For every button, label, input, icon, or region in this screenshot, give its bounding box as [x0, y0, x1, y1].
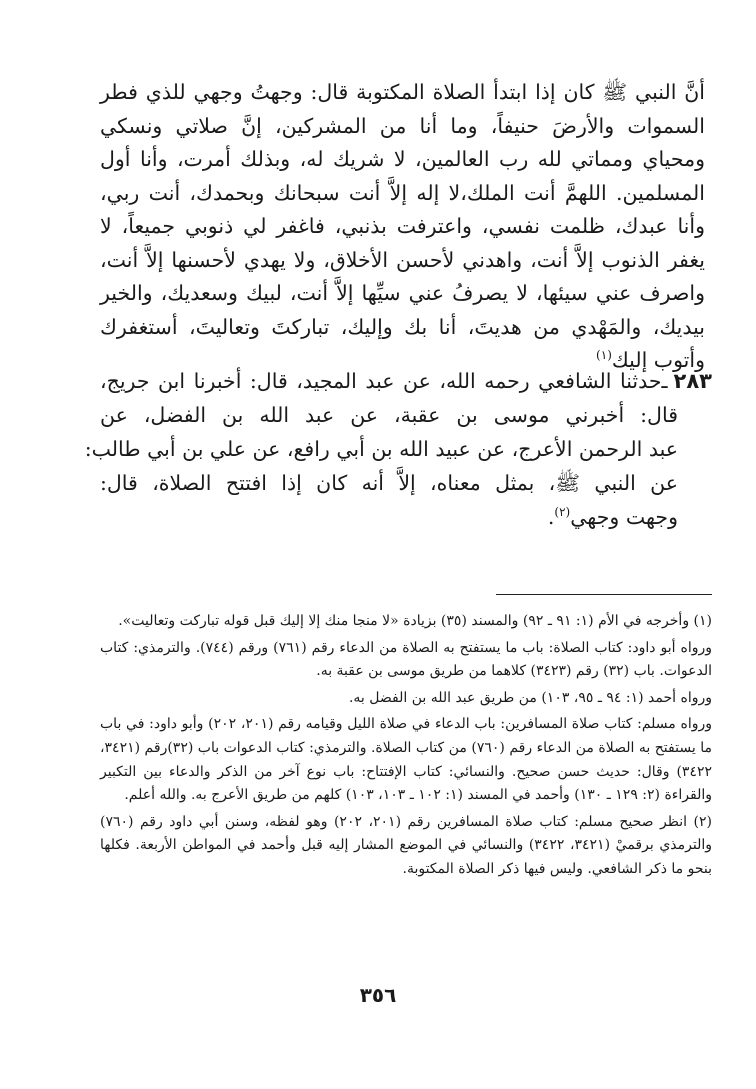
hadith-line-2: [100, 398, 712, 432]
footnote-marker-1: (١): [596, 348, 612, 363]
footnote-marker-2: (٢): [554, 505, 571, 520]
hadith-number-group: [662, 364, 712, 398]
footnote-1-paragraph-2: ورواه أبو داود: كتاب الصلاة: باب ما يستفتح به الصلاة من الدعاء رقم (٧٦١) ورقم (٧٤٤). والترمذي: كتاب الدعوات. باب (٣٢) رقم (٣٤٢٣) كلاهما من طريق موسى بن عقبة به.: [100, 639, 712, 680]
footnote-1-paragraph-4: ورواه مسلم: كتاب صلاة المسافرين: باب الدعاء في صلاة الليل وقيامه رقم (٢٠١، ٢٠٢) وأبو داود: في باب ما يستفتح به الصلاة من الدعاء رقم (٧٦٠) من كتاب الصلاة. والترمذي: كتاب الدعوات باب (٣٢)رقم (٣٤٢١، ٣٤٢٢) وقال: حديث حسن صحيح. والنسائي: كتاب الإفتتاح: باب نوع آخر من الذكر والدعاء بين التكبير والقراءة (٢: ١٢٩ ـ ١٣٠) وأحمد في المسند (١: ١٠٢ ـ ١٠٣، ١٠٣) كلهم من طريق الأعرج به. والله أعلم.: [100, 716, 712, 804]
hadith-end-mark: .: [547, 505, 555, 529]
hadith-283: [84, 364, 712, 534]
footnote-1-paragraph-3: ورواه أحمد (١: ٩٤ ـ ٩٥، ١٠٣) من طريق عبد الله بن الفضل به.: [348, 689, 712, 706]
page-number: ٣٥٦: [359, 983, 397, 1007]
hadith-text-line: قال: أخبرني موسى بن عقبة، عن عبد الله بن الفضل، عن: [100, 403, 678, 427]
footnote-2: (٢) انظر صحيح مسلم: كتاب صلاة المسافرين رقم (٢٠١، ٢٠٢) وهو لفظه، وسنن أبي داود رقم (٧٦٠) والترمذي برقميْ (٣٤٢١، ٣٤٢٢) والنسائي في الموضع المشار إليه قبل وأحمد في المواطن الأربعة. فكلها بنحو ما ذكر الشافعي. وليس فيها ذكر الصلاة المكتوبة.: [100, 813, 713, 877]
main-passage-paragraph: [100, 76, 705, 378]
hadith-line-5: [100, 500, 712, 534]
footnote-1: (١) وأخرجه في الأم (١: ٩١ ـ ٩٢) والمسند (٣٥) بزيادة «لا منجا منك إلا إليك قبل قوله تباركت وتعاليت».: [118, 613, 712, 629]
main-passage: [100, 76, 705, 378]
footnotes: [100, 610, 712, 885]
hadith-text-line: عن النبي ﷺ، بمثل معناه، إلاَّ أنه كان إذا افتتح الصلاة، قال:: [100, 471, 678, 495]
footnote-separator: [496, 594, 712, 595]
hadith-line-3: [84, 432, 712, 466]
hadith-last-text: وجهت وجهي: [570, 505, 678, 529]
main-passage-text: أنَّ النبي ﷺ كان إذا ابتدأ الصلاة المكتوبة قال: وجهتُ وجهي للذي فطر السموات والأرضَ حنيفاً، وما أنا من المشركين، إنَّ صلاتي ونسكي ومحياي ومماتي لله رب العالمين، لا شريك له، وبذلك أمرت، وأنا أول المسلمين. اللهمَّ أنت الملك،لا إله إلاَّ أنت سبحانك وبحمدك، أنت ربي، وأنا عبدك، ظلمت نفسي، واعترفت بذنبي، فاغفر لي ذنوبي جميعاً، لا يغفر الذنوب إلاَّ أنت، واهدني لأحسن الأخلاق، ولا يهدي لأحسنها إلاَّ أنت، واصرف عني سيئها، لا يصرفُ عني سيِّها إلاَّ أنت، لبيك وسعديك، والخير بيديك، والمَهْدي من هديتَ، أنا بك وإليك، تباركتَ وتعاليتَ، أستغفرك وأتوب إليك: [100, 80, 705, 372]
hadith-line-1: [100, 364, 712, 398]
hadith-text-line: عبد الرحمن الأعرج، عن عبيد الله بن أبي رافع، عن علي بن أبي طالب:: [84, 437, 678, 461]
hadith-last-line: [100, 500, 678, 534]
hadith-number: ٢٨٣: [673, 369, 712, 393]
hadith-line-4: [100, 466, 712, 500]
hadith-text-line: حدثنا الشافعي رحمه الله، عن عبد المجيد، قال: أخبرنا ابن جريج،: [100, 369, 662, 393]
hadith-dash: ـ: [661, 369, 668, 393]
